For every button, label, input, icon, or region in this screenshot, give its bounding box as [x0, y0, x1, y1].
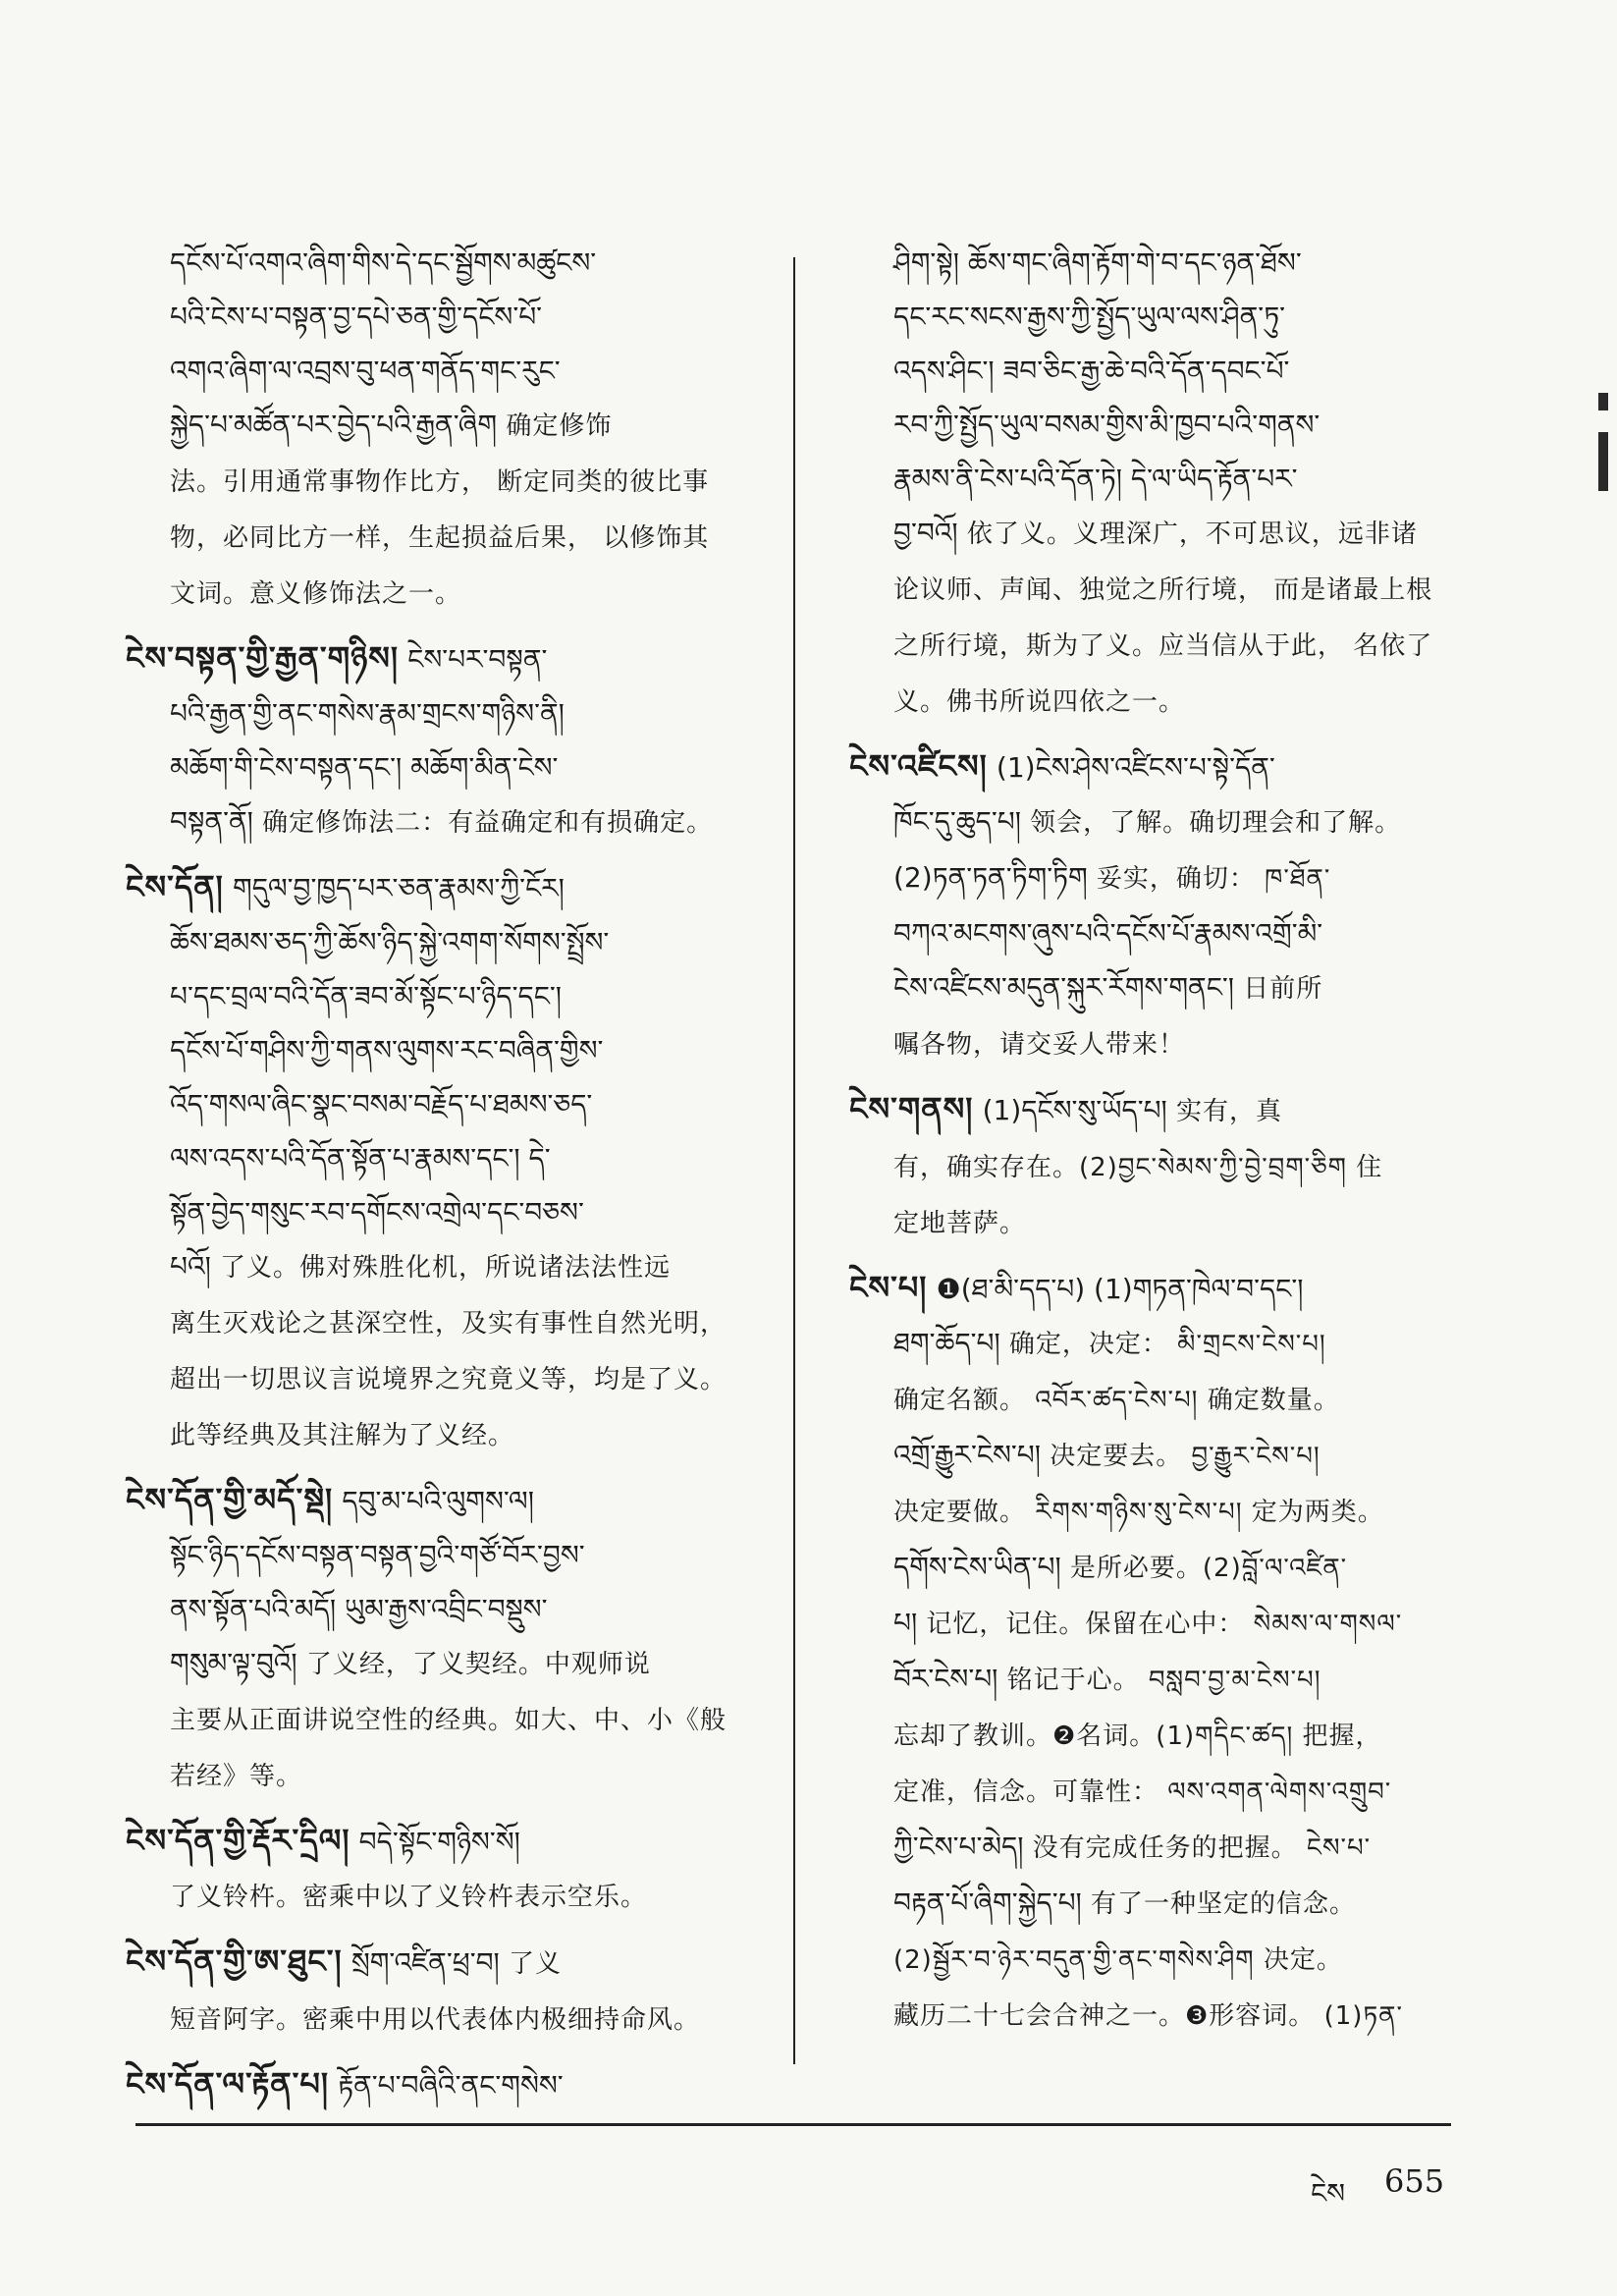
right-column — [849, 236, 1450, 2053]
chinese-definition: 了义。佛对殊胜化机，所说诸法法性远 — [220, 1253, 672, 1283]
entry-line — [126, 1582, 769, 1636]
entry-line — [849, 1195, 1450, 1251]
entry-line — [126, 1351, 769, 1407]
tibetan-text: ངེས་པར་བསྟན་ — [407, 643, 548, 676]
entry-line — [849, 1988, 1450, 2044]
entry-line — [849, 739, 1450, 794]
tibetan-text: བྱ་བའོ། — [893, 517, 958, 549]
headword: ངེས་དོན་ལ་རྟོན་པ། — [126, 2065, 329, 2103]
chinese-definition: 没有完成任务的把握。 ངེས་པ་ — [1032, 1833, 1372, 1863]
dictionary-entry — [849, 1261, 1450, 2044]
entry-line — [849, 1652, 1450, 1708]
entry-line — [126, 1636, 769, 1692]
chinese-definition: 论议师、声闻、独觉之所行境， 而是诸最上根 — [893, 575, 1433, 605]
tibetan-text: བསྟན་ནོ། — [170, 805, 253, 838]
tibetan-text: ཆོས་ཐམས་ཅད་ཀྱི་ཆོས་ཉིད་སྐྱེ་འགག་སོགས་སྤྲོས་ — [170, 926, 610, 958]
entry-line — [126, 510, 769, 566]
tibetan-text: འགའ་ཞིག་ལ་འབྲས་བུ་ཕན་གནོད་གང་རུང་ — [170, 355, 561, 387]
headword: ངེས་དོན་གྱི་ཨ་ཐུང་། — [126, 1942, 343, 1980]
chinese-definition: 记忆，记住。保留在心中： སེམས་ལ་གསལ་ — [926, 1610, 1403, 1639]
running-head: ངེས — [1311, 2177, 1346, 2210]
entry-line — [849, 618, 1450, 674]
entry-line — [126, 454, 769, 510]
entry-line — [126, 344, 769, 398]
entry-line — [849, 1016, 1450, 1072]
entry-line — [849, 506, 1450, 562]
chinese-definition: 有了一种坚定的信念。 — [1090, 1889, 1356, 1919]
entry-line — [126, 1239, 769, 1295]
tibetan-text: དངོས་པོ་འགའ་ཞིག་གིས་དེ་དང་སྦྱོགས་མཚུངས་ — [170, 246, 597, 279]
tibetan-text: པའི་རྒྱན་གྱི་ནང་གསེས་རྣམ་གྲངས་གཉིས་ནི། — [170, 697, 565, 730]
entry-line — [849, 1428, 1450, 1484]
entry-line — [126, 398, 769, 454]
dictionary-entry — [126, 1814, 769, 1925]
chinese-definition: 了义经，了义契经。中观师说 — [305, 1650, 651, 1679]
page-edge-mark — [1598, 393, 1608, 410]
entry-line — [126, 1131, 769, 1185]
chinese-definition: 嘱各物，请交妥人带来！ — [893, 1030, 1186, 1060]
entry-line — [849, 1596, 1450, 1652]
headword: ངེས་འཛིངས། — [849, 747, 988, 785]
tibetan-text: (1)དངོས་སུ་ཡོད་པ། — [982, 1094, 1167, 1126]
column-divider — [793, 257, 795, 2064]
entry-line — [849, 452, 1450, 506]
entry-line — [126, 1935, 769, 1992]
tibetan-text: རྣམས་ནི་ངེས་པའི་དོན་ཏེ། དེ་ལ་ཡིད་རྟོན་པར་ — [893, 463, 1298, 495]
tibetan-text: འོད་གསལ་ཞིང་སྣང་བསམ་བརྗོད་པ་ཐམས་ཅད་ — [170, 1088, 593, 1121]
tibetan-text: བཀའ་མངགས་ཞུས་པའི་དངོས་པོ་རྣམས་འགྲོ་མི་ — [893, 917, 1323, 950]
tibetan-text: པའི་ངེས་པ་བསྟན་བྱ་དཔེ་ཅན་གྱི་དངོས་པོ་ — [170, 301, 543, 333]
chinese-definition: 确定名额。 འབོར་ཚད་ངེས་པ། 确定数量。 — [893, 1386, 1340, 1415]
entry-line — [849, 1764, 1450, 1820]
chinese-definition: 超出一切思议言说境界之究竟义等，均是了义。 — [170, 1365, 728, 1394]
entry-line — [849, 1484, 1450, 1540]
entry-line — [126, 2057, 769, 2112]
entry-line — [126, 1023, 769, 1077]
tibetan-text: དང་རང་སངས་རྒྱས་ཀྱི་སྤྱོད་ཡུལ་ལས་ཤིན་ཏུ་ — [893, 301, 1285, 333]
tibetan-text: བདེ་སྟོང་གཉིས་སོ། — [358, 1826, 520, 1858]
dictionary-entry — [126, 1473, 769, 1804]
tibetan-text: འདས་ཤིང་། ཟབ་ཅིང་རྒྱ་ཆེ་བའི་དོན་དབང་པོ་ — [893, 355, 1290, 387]
page-number: 655 — [1384, 2162, 1445, 2200]
entry-line — [849, 1316, 1450, 1372]
entry-line — [849, 906, 1450, 960]
headword: ངེས་དོན་གྱི་མདོ་སྡེ། — [126, 1481, 334, 1518]
chinese-definition: 确定修饰法二：有益确定和有损确定。 — [262, 808, 714, 838]
tibetan-text: སྲོག་འཛིན་ཕྲ་བ། — [350, 1946, 500, 1979]
dictionary-entry — [849, 739, 1450, 1072]
entry-line — [849, 236, 1450, 290]
entry-line — [849, 1932, 1450, 1988]
chinese-definition: 物，必同比方一样，生起损益后果， 以修饰其 — [170, 523, 710, 553]
chinese-definition: 决定要去。 བྱ་རྒྱུར་ངེས་པ། — [1050, 1442, 1321, 1471]
chinese-definition: 确定修饰 — [506, 411, 613, 441]
tibetan-text: ❶(ཐ་མི་དད་པ) (1)གཏན་ཁེལ་བ་དང་། — [936, 1273, 1304, 1305]
entry-line — [126, 566, 769, 622]
tibetan-text: སྐྱེད་པ་མཚོན་པར་བྱེད་པའི་རྒྱན་ཞིག — [170, 409, 498, 441]
entry-line — [126, 1992, 769, 2048]
entry-line — [849, 344, 1450, 398]
chinese-definition: 离生灭戏论之甚深空性，及实有事性自然光明， — [170, 1309, 728, 1339]
entry-line — [126, 1295, 769, 1351]
entry-line — [126, 686, 769, 740]
headword: ངེས་དོན་གྱི་རྡོར་དྲིལ། — [126, 1822, 350, 1859]
dictionary-entry — [126, 1935, 769, 2048]
headword: ངེས་བསྟན་གྱི་རྒྱན་གཉིས། — [126, 639, 399, 677]
tibetan-text: བརྟན་པོ་ཞིག་སྐྱེད་པ། — [893, 1886, 1082, 1919]
dictionary-entry — [126, 860, 769, 1463]
entry-line — [849, 1139, 1450, 1195]
tibetan-text: རྟོན་པ་བཞིའི་ནང་གསེས་ — [338, 2069, 564, 2102]
dictionary-entry — [849, 236, 1450, 730]
tibetan-text: ངེས་འཛིངས་མདུན་སྐུར་རོགས་གནང་། — [893, 971, 1234, 1004]
tibetan-text: ཐག་ཆོད་པ། — [893, 1327, 1000, 1359]
dictionary-entry — [126, 631, 769, 850]
chinese-definition: 妥实，确切： ཁ་ཐོན་ — [1096, 864, 1331, 894]
entry-line — [126, 1407, 769, 1463]
entry-line — [126, 1185, 769, 1239]
tibetan-text: པའོ། — [170, 1250, 211, 1283]
entry-line — [126, 1748, 769, 1804]
entry-line — [126, 1814, 769, 1869]
entry-line — [849, 1372, 1450, 1428]
entry-line — [849, 1876, 1450, 1932]
chinese-definition: 法。引用通常事物作比方， 断定同类的彼比事 — [170, 467, 710, 497]
tibetan-text: ཤིག་སྟེ། ཆོས་གང་ཞིག་རྟོག་གེ་བ་དང་ཉན་ཐོས་ — [893, 246, 1302, 279]
chinese-definition: 此等经典及其注解为了义经。 — [170, 1421, 515, 1450]
entry-line — [849, 562, 1450, 618]
chinese-definition: 有，确实存在。(2)བྱང་སེམས་ཀྱི་བྱེ་བྲག་ཅིག 住 — [893, 1153, 1383, 1182]
tibetan-text: གདུལ་བྱ་ཁྱད་པར་ཅན་རྣམས་ཀྱི་ངོར། — [232, 872, 565, 904]
chinese-definition: 是所必要。(2)བློ་ལ་འཛིན་ — [1069, 1554, 1348, 1583]
tibetan-text: དབུ་མ་པའི་ལུགས་ལ། — [342, 1485, 534, 1517]
chinese-definition: 义。佛书所说四依之一。 — [893, 687, 1186, 717]
chinese-definition: 主要从正面讲说空性的经典。如大、中、小《般 — [170, 1706, 728, 1735]
tibetan-text: སྟོང་ཉིད་དངོས་བསྟན་བསྟན་བྱའི་གཙོ་བོར་བྱས་ — [170, 1539, 585, 1571]
entry-line — [126, 290, 769, 344]
tibetan-text: ལས་འདས་པའི་དོན་སྟོན་པ་རྣམས་དང་། དེ་ — [170, 1142, 551, 1175]
chinese-definition: 定地菩萨。 — [893, 1209, 1027, 1238]
chinese-definition: 藏历二十七会合神之一。❸形容词。 (1)ཏན་ — [893, 2001, 1403, 2031]
entry-line — [849, 1261, 1450, 1316]
dictionary-entry — [126, 2057, 769, 2112]
chinese-definition: 若经》等。 — [170, 1762, 303, 1791]
chinese-definition: 文词。意义修饰法之一。 — [170, 579, 462, 609]
entry-line — [126, 860, 769, 915]
entry-line — [849, 960, 1450, 1016]
chinese-definition: 实有，真 — [1175, 1097, 1282, 1126]
tibetan-text: པ་དང་བྲལ་བའི་དོན་ཟབ་མོ་སྟོང་པ་ཉིད་དང་། — [170, 980, 562, 1012]
footer-rule — [135, 2123, 1451, 2126]
tibetan-text: ཁོང་དུ་ཆུད་པ། — [893, 805, 1021, 838]
entry-line — [126, 915, 769, 969]
tibetan-text: གསུམ་ལྟ་བུའོ། — [170, 1647, 297, 1679]
entry-line — [126, 1077, 769, 1131]
entry-line — [126, 740, 769, 794]
tibetan-text: མཆོག་གི་ངེས་བསྟན་དང་། མཆོག་མིན་ངེས་ — [170, 751, 559, 784]
chinese-definition: 依了义。义理深广，不可思议，远非诸 — [966, 519, 1418, 549]
entry-line — [126, 631, 769, 686]
tibetan-text: སྟོན་བྱེད་གསུང་རབ་དགོངས་འགྲེལ་དང་བཅས་ — [170, 1196, 584, 1229]
chinese-definition: (2)སྦྱོར་བ་ཉེར་བདུན་གྱི་ནང་གསེས་ཤིག 决定。 — [893, 1945, 1343, 1975]
chinese-definition: 日前所 — [1243, 974, 1323, 1004]
entry-line — [126, 1473, 769, 1528]
entry-line — [849, 398, 1450, 452]
tibetan-text: དགོས་ངེས་ཡིན་པ། — [893, 1551, 1061, 1583]
tibetan-text: ཀྱི་ངེས་པ་མེད། — [893, 1831, 1024, 1863]
left-column — [126, 236, 769, 2122]
entry-line — [849, 1540, 1450, 1596]
page-edge-mark — [1598, 432, 1608, 491]
entry-line — [849, 1820, 1450, 1876]
entry-line — [126, 969, 769, 1023]
entry-line — [849, 290, 1450, 344]
tibetan-text: དངོས་པོ་གཤིས་ཀྱི་གནས་ལུགས་རང་བཞིན་གྱིས་ — [170, 1034, 604, 1066]
dictionary-entry — [849, 1082, 1450, 1251]
chinese-definition: 领会，了解。确切理会和了解。 — [1030, 808, 1402, 838]
chinese-definition: 忘却了教训。❷名词。(1)གདིང་ཚད། 把握， — [893, 1722, 1382, 1751]
chinese-definition: 确定，决定： མི་གྲངས་ངེས་པ། — [1008, 1330, 1326, 1359]
entry-line — [126, 236, 769, 290]
headword: ངེས་པ། — [849, 1269, 928, 1306]
entry-line — [126, 1869, 769, 1925]
tibetan-text: (1)ངེས་ཤེས་འཛིངས་པ་སྟེ་དོན་ — [996, 751, 1275, 784]
tibetan-text: བོར་ངེས་པ། — [893, 1663, 998, 1695]
headword: ངེས་དོན། — [126, 868, 224, 905]
tibetan-text: ནས་སྟོན་པའི་མདོ། ཡུམ་རྒྱས་འབྲིང་བསྡུས་ — [170, 1593, 548, 1625]
chinese-definition: 了义铃杵。密乘中以了义铃杵表示空乐。 — [170, 1883, 648, 1912]
entry-line — [849, 1082, 1450, 1139]
chinese-definition: 短音阿字。密乘中用以代表体内极细持命风。 — [170, 2005, 701, 2035]
tibetan-text: རབ་ཀྱི་སྤྱོད་ཡུལ་བསམ་གྱིས་མི་ཁྱབ་པའི་གནས་ — [893, 409, 1321, 441]
entry-line — [126, 794, 769, 850]
chinese-definition: 之所行境，斯为了义。应当信从于此， 名依了 — [893, 631, 1433, 661]
tibetan-text: (2)ཏན་ཏན་ཏིག་ཏིག — [893, 861, 1088, 894]
chinese-definition: 决定要做。 རིགས་གཉིས་སུ་ངེས་པ། 定为两类。 — [893, 1498, 1384, 1527]
entry-line — [849, 1708, 1450, 1764]
chinese-definition: 了义 — [508, 1949, 562, 1979]
dictionary-entry — [126, 236, 769, 622]
headword: ངེས་གནས། — [849, 1090, 974, 1127]
entry-line — [849, 850, 1450, 906]
entry-line — [849, 794, 1450, 850]
tibetan-text: འགྲོ་རྒྱུར་ངེས་པ། — [893, 1439, 1041, 1471]
entry-line — [849, 674, 1450, 730]
tibetan-text: པ། — [893, 1607, 918, 1639]
chinese-definition: 铭记于心。 བསླབ་བྱ་མ་ངེས་པ། — [1006, 1666, 1321, 1695]
chinese-definition: 定准，信念。可靠性： ལས་འགན་ལེགས་འགྲུབ་ — [893, 1777, 1392, 1807]
entry-line — [126, 1528, 769, 1582]
entry-line — [126, 1692, 769, 1748]
